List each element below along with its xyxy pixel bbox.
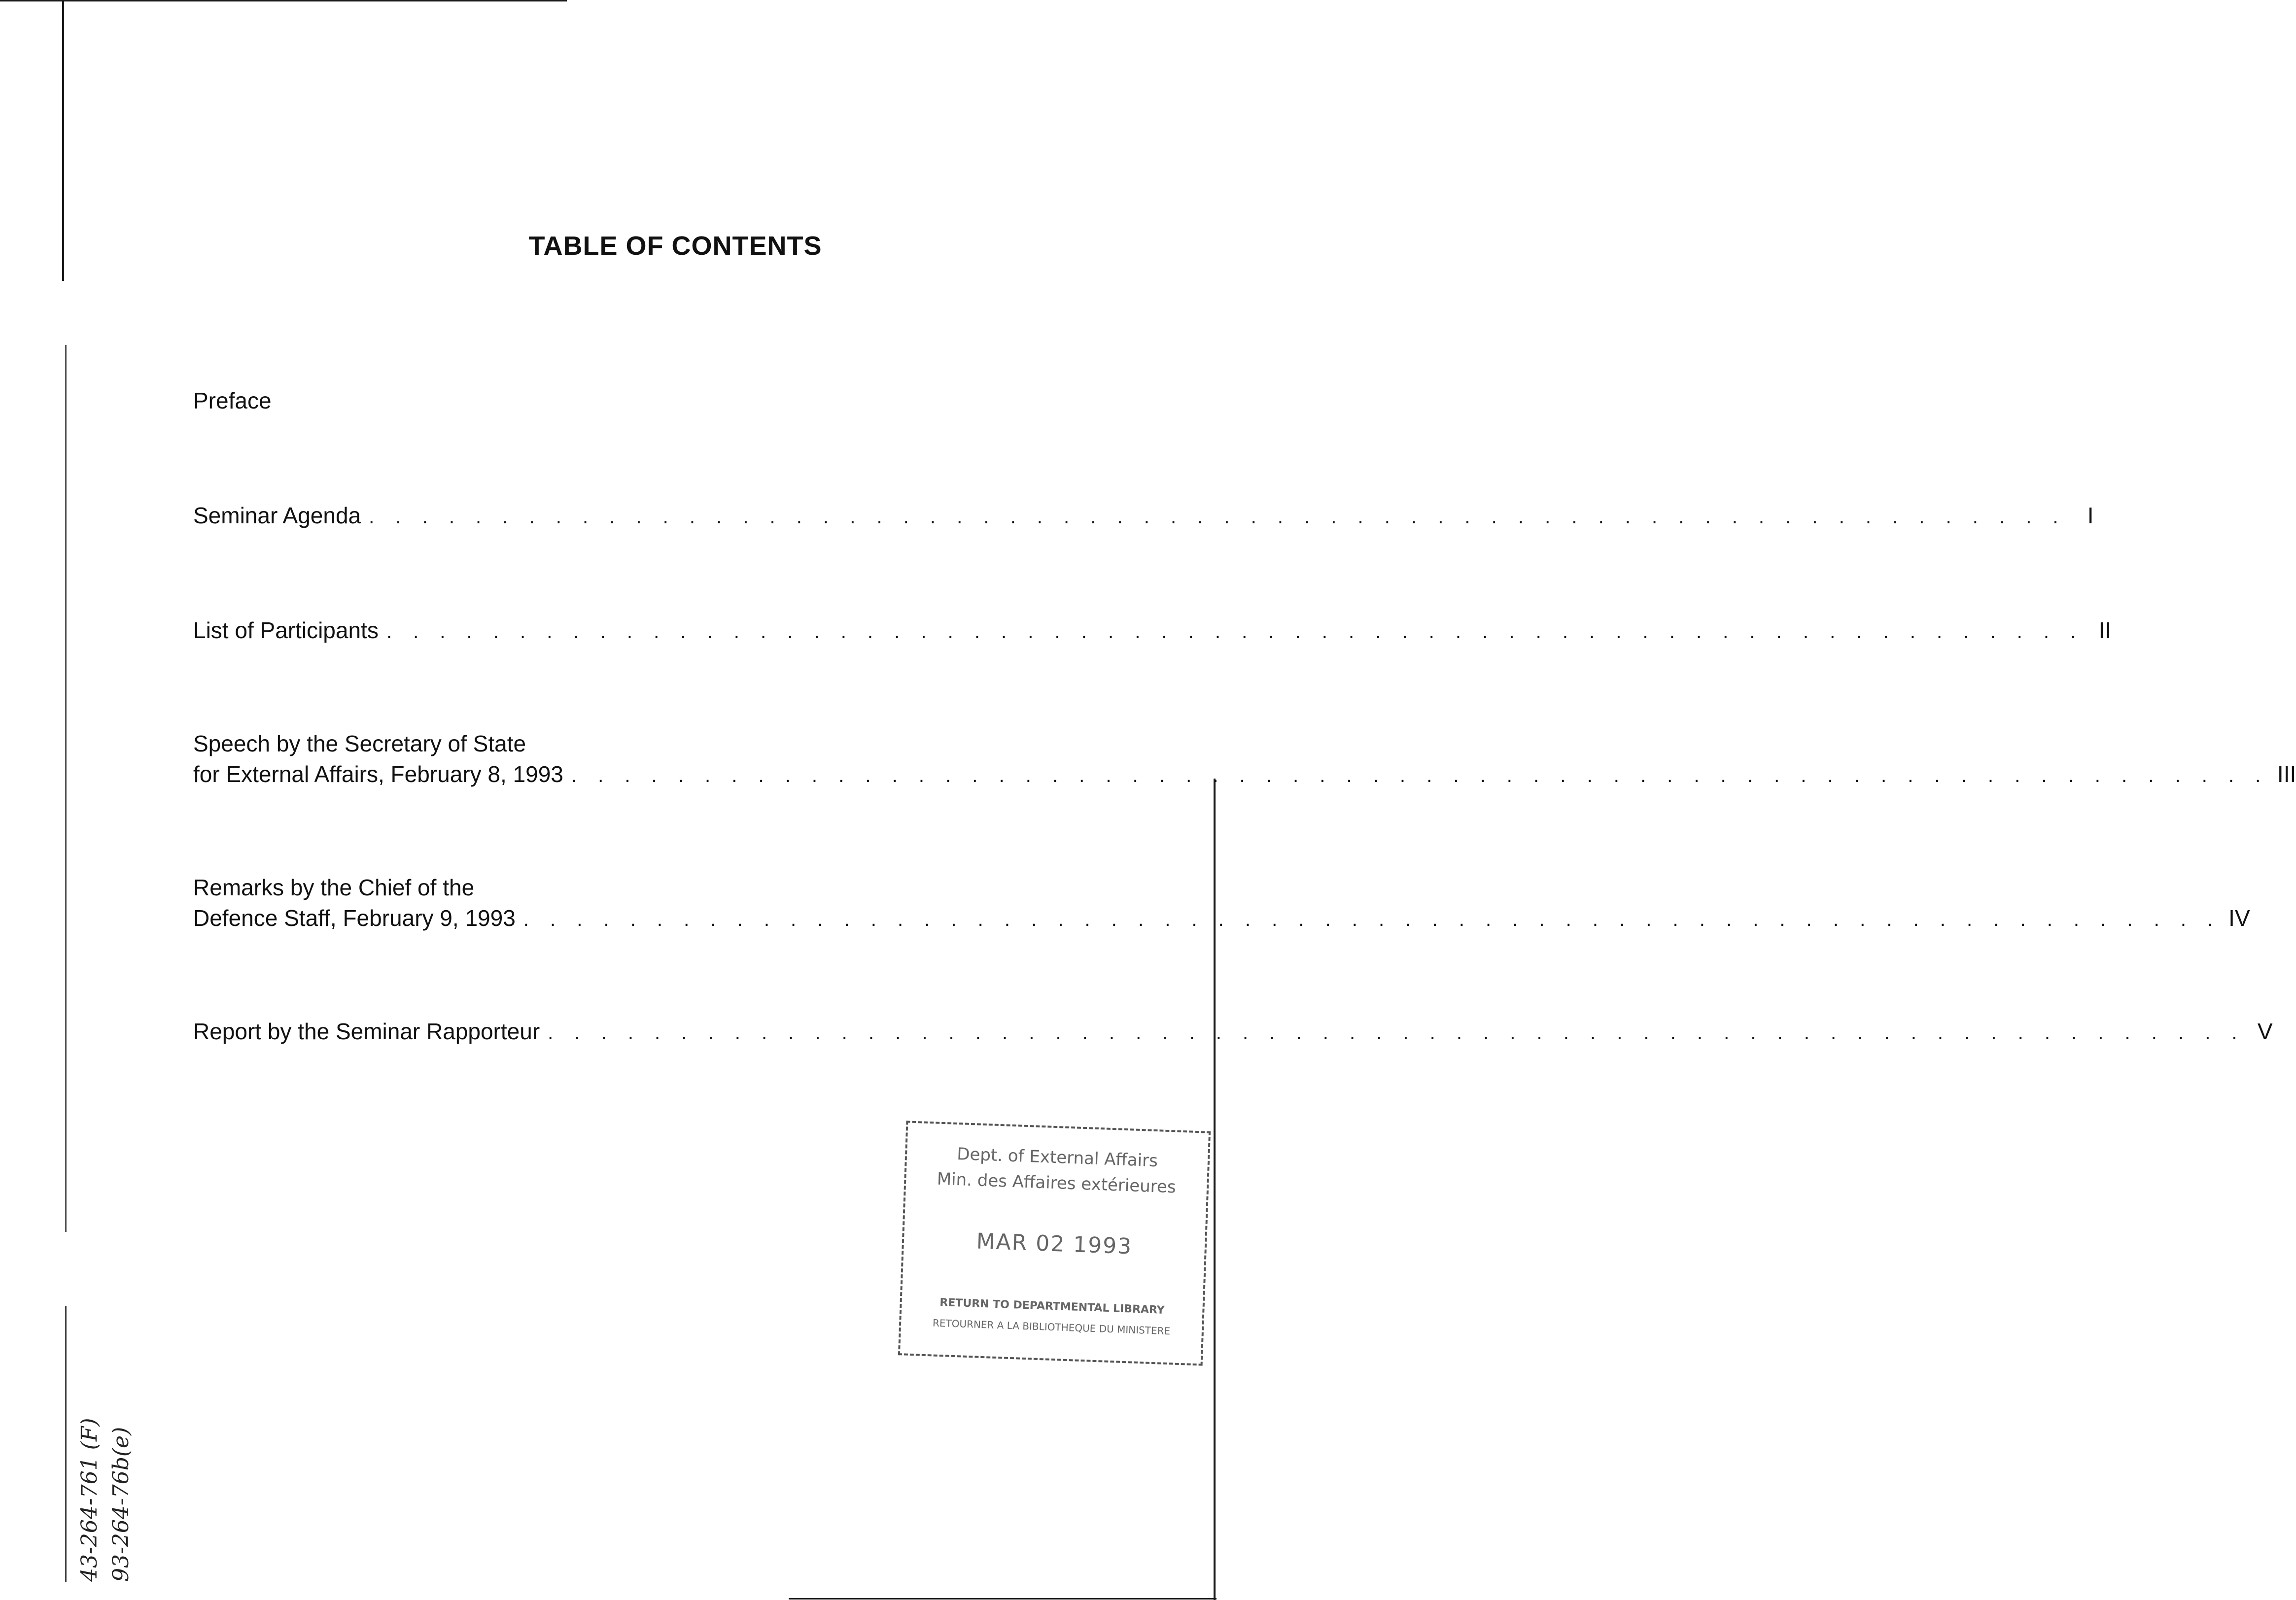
- dot-leader: . . . . . . . . . . . . . . . . . . . . . . . . . . . . . . . . . . . . . . . . . . . . . . . . . . . . . . . . . . . . . . . .: [548, 1022, 2245, 1044]
- toc-page-number: I: [2087, 503, 2094, 528]
- toc-entry-label: Report by the Seminar Rapporteur: [193, 1019, 540, 1044]
- toc-entry-label-line2: Defence Staff, February 9, 1993: [193, 905, 516, 931]
- toc-entry-label-line1: Remarks by the Chief of the: [193, 875, 475, 900]
- toc-entry-report: [193, 1016, 2273, 1048]
- library-stamp: [898, 1121, 1211, 1365]
- handwritten-notes: [74, 1418, 137, 1582]
- scan-edge-left-3: [65, 1306, 67, 1582]
- handwritten-note: 93-264-76b(e): [108, 1427, 134, 1582]
- toc-entry-label: List of Participants: [193, 617, 379, 643]
- toc-entry-label: Seminar Agenda: [193, 503, 361, 528]
- stamp-dept-line: Dept. of External Affairs: [956, 1144, 1158, 1171]
- toc-entry-speech: [193, 728, 2296, 791]
- toc-entry-label-line2: for External Affairs, February 8, 1993: [193, 761, 563, 787]
- scan-edge-bottom: [789, 1598, 1217, 1600]
- toc-page-number: V: [2257, 1019, 2273, 1044]
- scan-edge-left-2: [65, 345, 67, 1232]
- dot-leader: . . . . . . . . . . . . . . . . . . . . . . . . . . . . . . . . . . . . . . . . . . . . . . . . . . . . . . . . . . . . . . . .: [386, 621, 2084, 643]
- toc-entry-seminar-agenda: [193, 500, 2094, 532]
- scan-edge-right: [1214, 779, 1216, 1600]
- stamp-date: MAR 02 1993: [975, 1228, 1133, 1260]
- toc-entry-preface: [193, 385, 1164, 416]
- dot-leader: . . . . . . . . . . . . . . . . . . . . . . . . . . . . . . . . . . . . . . . . . . . . . . . . . . . . . . . . . . . . . . . .: [369, 506, 2066, 528]
- toc-entry-label-line1: Speech by the Secretary of State: [193, 731, 526, 756]
- toc-page-number: II: [2098, 617, 2112, 643]
- stamp-return-line: RETURN TO DEPARTMENTAL LIBRARY: [939, 1296, 1165, 1317]
- dot-leader: . . . . . . . . . . . . . . . . . . . . . . . . . . . . . . . . . . . . . . . . . . . . . . . . . . . . . . . . . . . . . . . .: [523, 909, 2221, 930]
- stamp-retourner-line: RETOURNER A LA BIBLIOTHEQUE DU MINISTERE: [932, 1317, 1171, 1337]
- page-title: TABLE OF CONTENTS: [528, 231, 822, 261]
- toc-page-number: IV: [2228, 905, 2250, 931]
- toc-page-number: III: [2277, 761, 2296, 787]
- dot-leader: . . . . . . . . . . . . . . . . . . . . . . . . . . . . . . . . . . . . . . . . . . . . . . . . . . . . . . . . . . . . . . . .: [571, 765, 2269, 786]
- stamp-ministry-line: Min. des Affaires extérieures: [937, 1169, 1177, 1197]
- toc-entry-list-of-participants: [193, 615, 2112, 647]
- toc-entry-remarks: [193, 872, 2250, 935]
- toc-entry-label: Preface: [193, 388, 272, 413]
- scan-edge-top: [0, 0, 567, 1]
- handwritten-note: 43-264-761 (F): [77, 1418, 102, 1582]
